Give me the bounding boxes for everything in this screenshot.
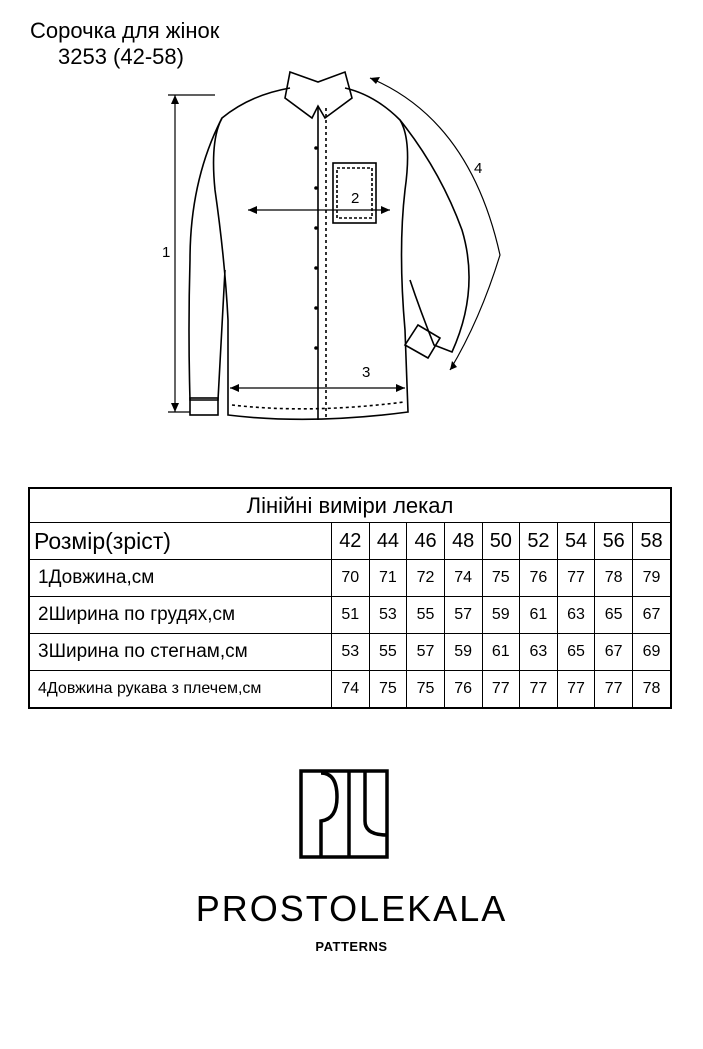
value-cell: 77: [520, 671, 558, 709]
value-cell: 76: [444, 671, 482, 709]
value-cell: 65: [557, 634, 595, 671]
value-cell: 70: [332, 560, 370, 597]
value-cell: 74: [444, 560, 482, 597]
brand-name: PROSTOLEKALA: [195, 888, 508, 929]
value-cell: 59: [482, 597, 520, 634]
table-row: [29, 597, 671, 634]
size-cell: 58: [633, 523, 672, 560]
value-cell: 74: [332, 671, 370, 709]
value-cell: 63: [557, 597, 595, 634]
size-cell: 54: [557, 523, 595, 560]
table-caption: Лінійні виміри лекал: [29, 488, 671, 523]
size-cell: 44: [369, 523, 407, 560]
measurements-table: [28, 487, 672, 709]
measure-label-hip: 3: [362, 364, 371, 381]
size-cell: 42: [332, 523, 370, 560]
title-line-1: Сорочка для жінок: [30, 18, 220, 43]
value-cell: 57: [444, 597, 482, 634]
value-cell: 65: [595, 597, 633, 634]
value-cell: 53: [332, 634, 370, 671]
value-cell: 79: [633, 560, 672, 597]
value-cell: 61: [482, 634, 520, 671]
row-label: 1Довжина,см: [29, 560, 332, 597]
value-cell: 76: [520, 560, 558, 597]
value-cell: 75: [482, 560, 520, 597]
brand-logo-icon: [299, 769, 389, 859]
value-cell: 55: [369, 634, 407, 671]
value-cell: 71: [369, 560, 407, 597]
measure-label-length: 1: [162, 244, 171, 261]
value-cell: 77: [557, 560, 595, 597]
header-label: Розмір(зріст): [29, 523, 332, 560]
value-cell: 59: [444, 634, 482, 671]
value-cell: 78: [633, 671, 672, 709]
value-cell: 77: [557, 671, 595, 709]
value-cell: 75: [407, 671, 445, 709]
value-cell: 67: [595, 634, 633, 671]
value-cell: 67: [633, 597, 672, 634]
value-cell: 53: [369, 597, 407, 634]
size-cell: 46: [407, 523, 445, 560]
value-cell: 55: [407, 597, 445, 634]
value-cell: 61: [520, 597, 558, 634]
table-row: [29, 560, 671, 597]
brand-tagline: PATTERNS: [315, 939, 388, 954]
value-cell: 69: [633, 634, 672, 671]
table-row: [29, 634, 671, 671]
shirt-technical-drawing: [0, 0, 703, 460]
value-cell: 75: [369, 671, 407, 709]
value-cell: 77: [595, 671, 633, 709]
size-cell: 52: [520, 523, 558, 560]
value-cell: 78: [595, 560, 633, 597]
size-cell: 50: [482, 523, 520, 560]
size-cell: 56: [595, 523, 633, 560]
value-cell: 57: [407, 634, 445, 671]
measure-label-chest: 2: [351, 190, 360, 207]
title-line-2: 3253 (42-58): [58, 44, 184, 69]
value-cell: 63: [520, 634, 558, 671]
table-row: [29, 671, 671, 709]
value-cell: 77: [482, 671, 520, 709]
size-header-row: [29, 523, 671, 560]
value-cell: 72: [407, 560, 445, 597]
measure-label-sleeve: 4: [474, 160, 483, 177]
row-label: 3Ширина по стегнам,см: [29, 634, 332, 671]
value-cell: 51: [332, 597, 370, 634]
row-label: 4Довжина рукава з плечем,см: [29, 671, 332, 709]
size-cell: 48: [444, 523, 482, 560]
row-label: 2Ширина по грудях,см: [29, 597, 332, 634]
